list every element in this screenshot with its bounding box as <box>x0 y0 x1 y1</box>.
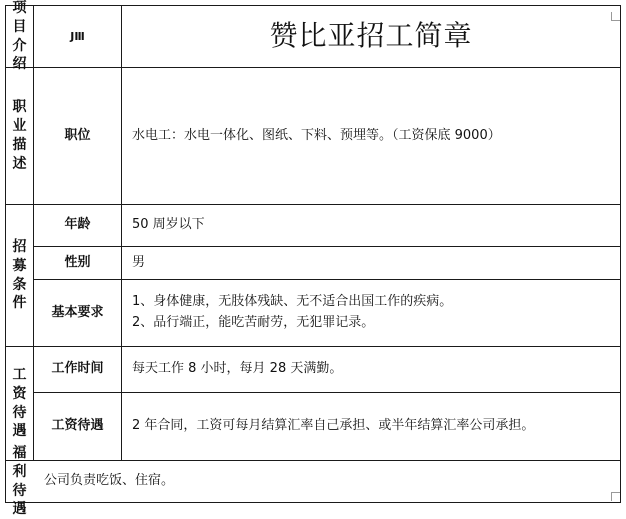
gender-value: 男 <box>132 254 146 270</box>
corner-mark <box>611 12 620 21</box>
wage-value: 2 年合同，工资可每月结算汇率自己承担、或半年结算汇率公司承担。 <box>132 418 535 434</box>
section-intro: 项目介绍 <box>12 0 27 73</box>
position-value: 水电工：水电一体化、图纸、下料、预埋等。（工资保底 9000） <box>132 127 501 143</box>
requirement-line: 2、品行端正，能吃苦耐劳，无犯罪记录。 <box>132 315 375 330</box>
section-job-description: 职业描述 <box>12 99 27 172</box>
worktime-label: 工作时间 <box>51 361 104 377</box>
section-recruit-conditions: 招募条件 <box>12 238 27 312</box>
corner-mark <box>611 492 620 501</box>
section-wage: 工资待遇 <box>12 366 27 440</box>
requirement-line: 1、身体健康，无肢体残缺、无不适合出国工作的疾病。 <box>132 294 453 310</box>
section-welfare: 福利待遇 <box>12 444 27 518</box>
wage-label: 工资待遇 <box>51 418 104 434</box>
requirements-label: 基本要求 <box>51 304 104 320</box>
requirements-value <box>122 280 620 346</box>
welfare-value: 公司负责吃饭、住宿。 <box>44 473 175 489</box>
position-label: 职位 <box>64 127 91 143</box>
job-code: JⅢ <box>70 29 85 43</box>
age-value: 50 周岁以下 <box>132 217 205 233</box>
gender-label: 性别 <box>64 254 91 270</box>
page-title: 赞比亚招工简章 <box>269 19 473 53</box>
worktime-value: 每天工作 8 小时，每月 28 天满勤。 <box>132 361 343 377</box>
age-label: 年龄 <box>64 217 91 233</box>
